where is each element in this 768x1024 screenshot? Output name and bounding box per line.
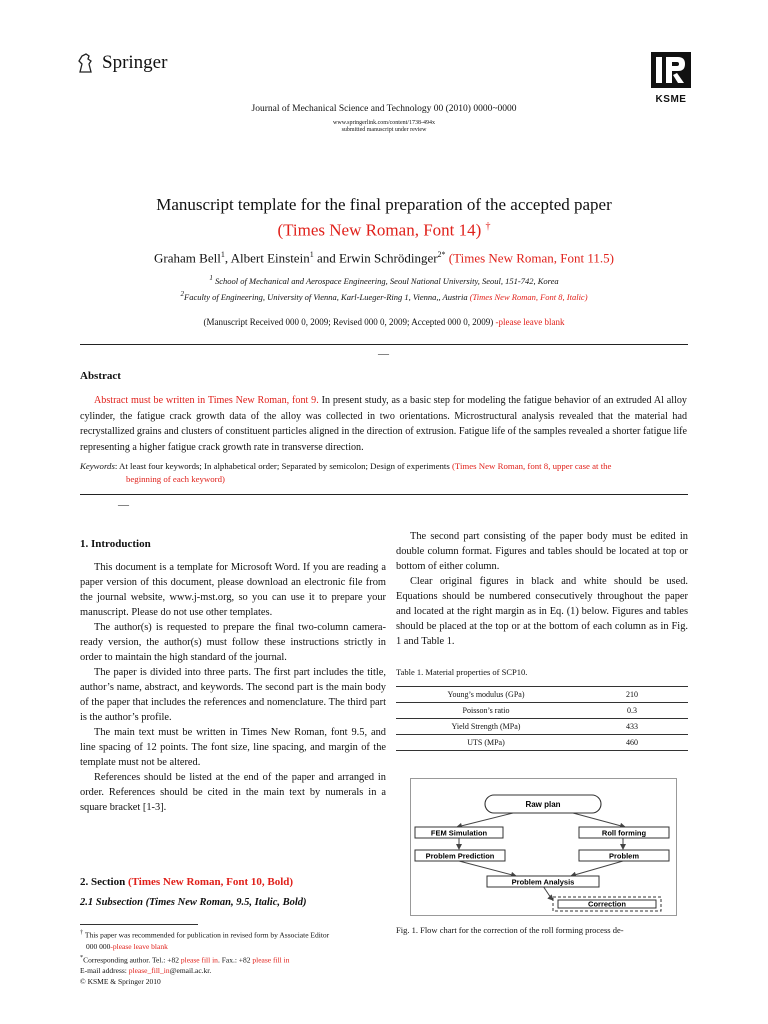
table-row: Yield Strength (MPa) 433: [396, 719, 688, 735]
abstract-text: Abstract must be written in Times New Roman, font 9. In present study, as a basic step for modeling the fatigue behavior of an extruded Al alloy cylinder, the fatigue crack growth data of the alloy was collected in two orientations. Microstructural analysis revealed that the material had recrystallized grains and clusters of constituent particles aligned in the direction of extrusion. Fatigue life of the samples revealed a shorter fatigue life representing a higher fatigue crack growth rate in transverse direction.: [80, 395, 687, 453]
section-2-heading: 2. Section (Times New Roman, Font 10, Bold): [80, 876, 294, 888]
manuscript-status: submitted manuscript under review: [341, 127, 427, 133]
journal-url[interactable]: www.springerlink.com/content/1738-494x: [333, 120, 435, 126]
footnote-1: † This paper was recommended for publication in revised form by Associate Editor: [80, 929, 330, 940]
author-name: Graham Bell: [154, 250, 221, 266]
author-list: Graham Bell$^1$, Albert Einstein$^1$ and Erwin Schrödinger$^{2*}$ (Times New Roman, Font 11.5): [154, 250, 614, 266]
ksme-emblem-icon: [651, 52, 691, 88]
abstract-heading: Abstract: [80, 370, 121, 382]
svg-text:Problem Prediction: Problem Prediction: [425, 851, 495, 861]
springer-logo: [76, 52, 167, 74]
springer-horse-icon: [76, 52, 96, 74]
footnote-rule: [80, 924, 198, 925]
copyright: © KSME & Springer 2010: [80, 977, 161, 986]
intro-paragraph: References should be listed at the end of the paper and arranged in order. References should be cited in the main text by numerals in a square bracket [1-3].: [80, 772, 386, 813]
received-dates: (Manuscript Received 000 0, 2009; Revised 000 0, 2009; Accepted 000 0, 2009) -please leave blank: [203, 317, 565, 327]
svg-text:Correction: Correction: [588, 899, 626, 909]
svg-text:Problem: Problem: [608, 851, 640, 861]
journal-line: Journal of Mechanical Science and Technology 00 (2010) 0000~0000: [251, 104, 517, 114]
ksme-logo: [648, 52, 694, 105]
intro-paragraph: The paper is divided into three parts. The first part includes the title, author’s name, abstract, and keywords. The second part is the main body of the paper that includes the references and nomenclature. The third part is the author’s profile.: [80, 667, 386, 723]
title-line-2: (Times New Roman, Font 14) †: [277, 220, 491, 240]
figure-1-frame: [410, 778, 677, 916]
affiliation-1: $^1$ School of Mechanical and Aerospace Engineering, Seoul National University, Seoul, 151-742, Korea: [209, 274, 559, 286]
author-font-note: (Times New Roman, Font 11.5): [445, 250, 614, 266]
intro-paragraph: This document is a template for Microsoft Word. If you are reading a paper version of this document, please download an electronic file from the journal website, www.j-mst.org, so you can use it to prepare your manuscript. Please do not use other templates.: [80, 562, 386, 618]
footnote-corresponding: *Corresponding author. Tel.: +82 please fill in. Fax.: +82 please fill in: [80, 953, 290, 964]
ksme-text: KSME: [655, 94, 687, 105]
affiliation-2: $^2$Faculty of Engineering, University of Vienna, Karl-Lueger-Ring 1, Vienna,, Austria (Times New Roman, Font 8, Italic): [180, 289, 588, 302]
divider-bottom: [80, 494, 688, 495]
right-body: [396, 529, 688, 649]
title-line-1: Manuscript template for the final preparation of the accepted paper: [156, 195, 612, 214]
intro-body: [80, 560, 386, 815]
divider-dash: —: [378, 348, 389, 360]
figure-caption: Fig. 1. Flow chart for the correction of the roll forming process de-: [396, 925, 624, 935]
svg-text:Problem Analysis: Problem Analysis: [511, 877, 575, 887]
subsection-heading: 2.1 Subsection (Times New Roman, 9.5, Italic, Bold): [80, 897, 307, 908]
table-caption: Table 1. Material properties of SCP10.: [396, 667, 528, 677]
publisher-name: Springer: [102, 52, 168, 73]
footnote-email: E-mail address: please_fill_in@email.ac.kr.: [80, 966, 212, 975]
divider-dash-2: —: [118, 499, 129, 511]
author-name: Albert Einstein: [230, 250, 310, 266]
svg-text:FEM Simulation: FEM Simulation: [430, 828, 488, 838]
journal-url-block: [0, 120, 768, 134]
intro-paragraph: The main text must be written in Times New Roman, font 9.5, and line spacing of 12 points. The font size, line spacing, and margin of the template must not be altered.: [80, 727, 386, 768]
intro-paragraph: The author(s) is requested to prepare the final two-column camera-ready version, the author(s) must follow these instructions strictly in order to maintain the high standard of the journal.: [80, 622, 386, 663]
material-properties-table: [396, 686, 688, 751]
section-intro-heading: 1. Introduction: [80, 538, 151, 550]
author-name: Erwin Schrödinger: [338, 250, 438, 266]
affiliations: [0, 272, 768, 304]
svg-text:Raw plan: Raw plan: [525, 800, 561, 809]
body-paragraph: Clear original figures in black and white should be used. Equations should be numbered consecutively throughout the paper and located at the right margin as in Eq. (1) below. Figures and tables should be placed at the top or at the bottom of each column as in Fig. 1 and Table 1.: [396, 576, 688, 647]
svg-text:Roll forming: Roll forming: [601, 828, 647, 838]
table-row: Young’s modulus (GPa) 210: [396, 687, 688, 703]
footnotes: † This paper was recommended for publication in revised form by Associate Editor 000 000-please leave blank *Corresponding author. Tel.: +82 please fill in. Fax.: +82 please fill in E-mail address: please_fill_in@email.ac.kr. © KSME & Springer 2010: [80, 924, 386, 987]
keywords: Keywords: At least four keywords; In alphabetical order; Separated by semicolon; Design of experiments (Times New Roman, font 8, upper case at the beginning of each keyword): [80, 461, 612, 484]
table-row: Poisson’s ratio 0.3: [396, 703, 688, 719]
divider-top: [80, 344, 688, 345]
body-paragraph: The second part consisting of the paper body must be edited in double column format. Figures and tables should be located at top or bottom of either column.: [396, 531, 688, 572]
table-row: UTS (MPa) 460: [396, 735, 688, 751]
flowchart: [411, 779, 676, 915]
paper-title: [0, 194, 768, 242]
